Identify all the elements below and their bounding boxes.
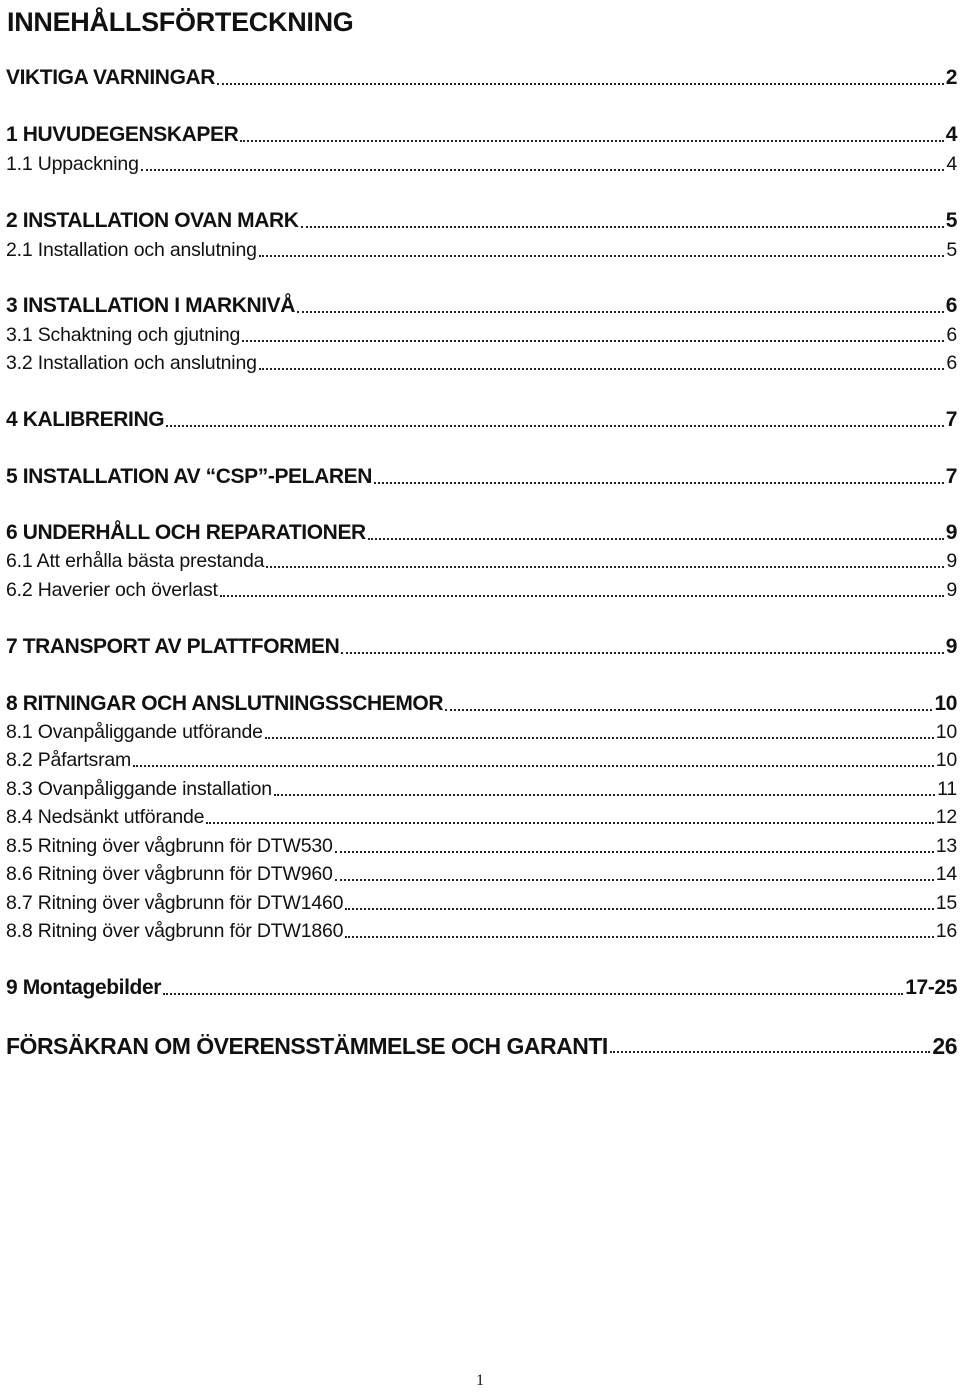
toc-entry-page: 9 bbox=[945, 635, 957, 658]
toc-entry[interactable] bbox=[6, 152, 957, 176]
dot-leader bbox=[220, 594, 945, 597]
toc-entry[interactable] bbox=[6, 549, 957, 573]
dot-leader bbox=[217, 82, 944, 85]
toc-entry-label: 8.3 Ovanpåliggande installation bbox=[6, 778, 272, 800]
toc-entry[interactable] bbox=[6, 891, 957, 915]
toc-entry-page: 5 bbox=[946, 239, 957, 261]
toc-entry[interactable] bbox=[6, 748, 957, 772]
toc-entry[interactable] bbox=[6, 635, 957, 659]
toc-entry-page: 9 bbox=[945, 521, 957, 544]
toc-entry-label: 8.8 Ritning över vågbrunn för DTW1860 bbox=[6, 920, 344, 942]
toc-entry-page: 4 bbox=[945, 123, 957, 146]
dot-leader bbox=[163, 992, 903, 995]
page-title: INNEHÅLLSFÖRTECKNING bbox=[7, 7, 354, 37]
toc-entry-page: 9 bbox=[946, 550, 957, 572]
toc-entry-page: 16 bbox=[935, 920, 957, 942]
toc-entry-label: 6 UNDERHÅLL OCH REPARATIONER bbox=[6, 521, 366, 544]
dot-leader bbox=[368, 537, 944, 540]
toc-entry-label: 8 RITNINGAR OCH ANSLUTNINGSSCHEMOR bbox=[6, 692, 444, 715]
dot-leader bbox=[274, 793, 935, 796]
dot-leader bbox=[166, 424, 944, 427]
dot-leader bbox=[374, 481, 944, 484]
toc-entry-page: 7 bbox=[945, 465, 957, 488]
toc-entry-label: 3.1 Schaktning och gjutning bbox=[6, 324, 241, 346]
toc-entry[interactable] bbox=[6, 66, 957, 90]
toc-entry-label: 8.5 Ritning över vågbrunn för DTW530 bbox=[6, 835, 333, 857]
toc-entry-page: 14 bbox=[935, 863, 957, 885]
dot-leader bbox=[240, 139, 943, 142]
toc-entry-page: 6 bbox=[946, 324, 957, 346]
toc-entry-label: 5 INSTALLATION AV “CSP”-PELAREN bbox=[6, 465, 373, 488]
toc-entry[interactable] bbox=[6, 521, 957, 545]
toc-entry-page: 15 bbox=[935, 892, 957, 914]
toc-entry-label: 2 INSTALLATION OVAN MARK bbox=[6, 209, 299, 232]
toc-entry-page: 13 bbox=[935, 835, 957, 857]
dot-leader bbox=[335, 878, 934, 881]
toc-entry-page: 7 bbox=[945, 408, 957, 431]
toc-entry-page: 5 bbox=[945, 209, 957, 232]
toc-entry[interactable] bbox=[6, 123, 957, 147]
toc-entry-label: 8.7 Ritning över vågbrunn för DTW1460 bbox=[6, 892, 344, 914]
dot-leader bbox=[265, 736, 934, 739]
toc-entry-label: 3 INSTALLATION I MARKNIVÅ bbox=[6, 294, 296, 317]
dot-leader bbox=[242, 339, 944, 342]
toc-entry-page: 11 bbox=[937, 778, 957, 800]
toc-entry[interactable] bbox=[6, 692, 957, 716]
toc-entry-label: 4 KALIBRERING bbox=[6, 408, 165, 431]
toc-entry-label: FÖRSÄKRAN OM ÖVERENSSTÄMMELSE OCH GARANTI bbox=[6, 1033, 608, 1059]
toc-entry-label: 1.1 Uppackning bbox=[6, 153, 139, 175]
dot-leader bbox=[141, 168, 945, 171]
toc-entry-label: 7 TRANSPORT AV PLATTFORMEN bbox=[6, 635, 340, 658]
toc-entry[interactable] bbox=[6, 408, 957, 432]
toc-entry-label: 2.1 Installation och anslutning bbox=[6, 239, 257, 261]
toc-entry[interactable] bbox=[6, 209, 957, 233]
toc-entry-page: 10 bbox=[934, 692, 957, 715]
toc-entry[interactable] bbox=[6, 351, 957, 375]
toc-entry-label: 8.1 Ovanpåliggande utförande bbox=[6, 721, 263, 743]
dot-leader bbox=[610, 1050, 931, 1053]
toc-entry[interactable] bbox=[6, 238, 957, 262]
toc-entry[interactable] bbox=[6, 777, 957, 801]
toc-entry-page: 26 bbox=[932, 1033, 957, 1059]
toc-entry-label: 6.2 Haverier och överlast bbox=[6, 579, 218, 601]
toc-entry[interactable] bbox=[6, 720, 957, 744]
toc-entry-page: 10 bbox=[935, 749, 957, 771]
toc-entry-label: 8.2 Påfartsram bbox=[6, 749, 132, 771]
toc-entry[interactable] bbox=[6, 1034, 957, 1058]
dot-leader bbox=[297, 310, 944, 313]
page-number: 1 bbox=[476, 1372, 484, 1389]
toc-entry[interactable] bbox=[6, 323, 957, 347]
toc-entry-label: 8.4 Nedsänkt utförande bbox=[6, 806, 205, 828]
dot-leader bbox=[445, 708, 932, 711]
toc-entry-page: 2 bbox=[945, 66, 957, 89]
toc-entry-page: 12 bbox=[935, 806, 957, 828]
toc-entry-label: 6.1 Att erhålla bästa prestanda bbox=[6, 550, 265, 572]
dot-leader bbox=[345, 935, 933, 938]
toc-entry-label: 8.6 Ritning över vågbrunn för DTW960 bbox=[6, 863, 333, 885]
toc-entry-label: 3.2 Installation och anslutning bbox=[6, 352, 257, 374]
toc-entry[interactable] bbox=[6, 465, 957, 489]
toc-entry-label: 1 HUVUDEGENSKAPER bbox=[6, 123, 239, 146]
toc-entry[interactable] bbox=[6, 805, 957, 829]
toc-entry-label: VIKTIGA VARNINGAR bbox=[6, 66, 216, 89]
dot-leader bbox=[341, 651, 943, 654]
dot-leader bbox=[259, 367, 945, 370]
dot-leader bbox=[266, 565, 944, 568]
dot-leader bbox=[259, 254, 945, 257]
toc-entry[interactable] bbox=[6, 862, 957, 886]
toc-entry[interactable] bbox=[6, 578, 957, 602]
dot-leader bbox=[301, 225, 944, 228]
dot-leader bbox=[133, 764, 934, 767]
toc-entry[interactable] bbox=[6, 919, 957, 943]
toc-entry-page: 4 bbox=[946, 153, 957, 175]
toc-entry-page: 17-25 bbox=[905, 976, 957, 999]
toc-entry[interactable] bbox=[6, 294, 957, 318]
toc-entry[interactable] bbox=[6, 976, 957, 1000]
toc-entry-page: 9 bbox=[946, 579, 957, 601]
toc-entry-page: 10 bbox=[935, 721, 957, 743]
toc-entry-page: 6 bbox=[945, 294, 957, 317]
toc-entry-page: 6 bbox=[946, 352, 957, 374]
toc-entry[interactable] bbox=[6, 834, 957, 858]
dot-leader bbox=[345, 907, 933, 910]
toc-entry-label: 9 Montagebilder bbox=[6, 976, 162, 999]
dot-leader bbox=[335, 850, 934, 853]
dot-leader bbox=[206, 821, 933, 824]
